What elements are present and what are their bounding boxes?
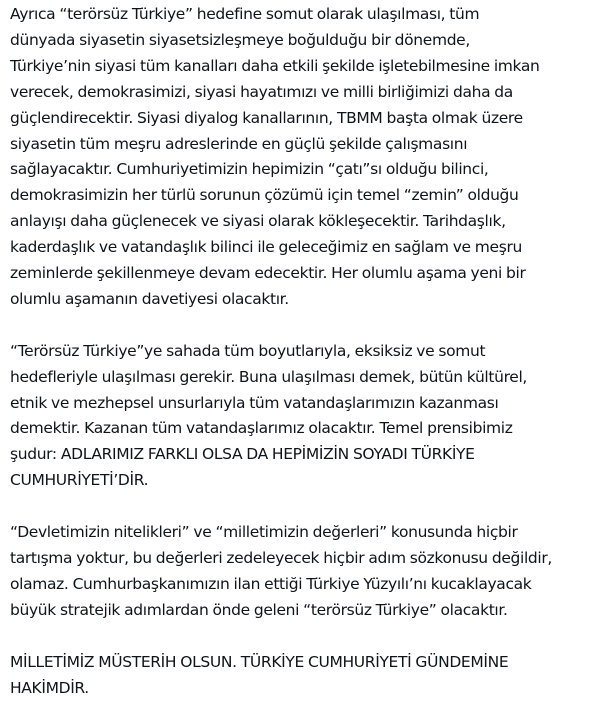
text-line: Türkiye’nin siyasi tüm kanalları daha etkili şekilde işletebilmesine imkan bbox=[10, 56, 540, 75]
text-line: tartışma yoktur, bu değerleri zedeleyecek hiçbir adım sözkonusu değildir, bbox=[10, 549, 552, 567]
text-line: “Devletimizin nitelikleri” ve “milletimizin değerleri” konusunda hiçbir bbox=[10, 523, 518, 542]
text-line: “Terörsüz Türkiye”ye sahada tüm boyutlarıyla, eksiksiz ve somut bbox=[10, 341, 486, 360]
post-paragraph-4 bbox=[10, 650, 610, 701]
post-paragraph-2 bbox=[10, 339, 610, 494]
text-line: demokrasimizin her türlü sorunun çözümü için temel “zemin” olduğu bbox=[10, 186, 519, 205]
text-line: kaderdaşlık ve vatandaşlık bilinci ile geleceğimiz en sağlam ve meşru bbox=[10, 238, 522, 257]
text-line: CUMHURİYETİ’DİR. bbox=[10, 471, 149, 490]
text-line: anlayışı daha güçlenecek ve siyasi olarak kökleşecektir. Tarihdaşlık, bbox=[10, 212, 506, 231]
text-line: MİLLETİMİZ MÜSTERİH OLSUN. TÜRKİYE CUMHURİYETİ GÜNDEMİNE bbox=[10, 652, 509, 671]
post-paragraph-1 bbox=[10, 2, 610, 313]
text-line: sağlayacaktır. Cumhuriyetimizin hepimizin “çatı”sı olduğu bilinci, bbox=[10, 160, 489, 179]
text-line: Ayrıca “terörsüz Türkiye” hedefine somut olarak ulaşılması, tüm bbox=[10, 5, 480, 23]
text-line: siyasetin tüm meşru adreslerinde en güçlü şekilde çalışmasını bbox=[10, 134, 468, 153]
text-line: HAKİMDİR. bbox=[10, 678, 89, 697]
text-line: olamaz. Cumhurbaşkanımızın ilan ettiği Türkiye Yüzyılı’nı kucaklayacak bbox=[10, 574, 532, 593]
text-line: güçlendirecektir. Siyasi diyalog kanallarının, TBMM başta olmak üzere bbox=[10, 108, 523, 127]
post-text bbox=[10, 2, 610, 701]
text-line: hedefleriyle ulaşılması gerekir. Buna ulaşılması demek, bütün kültürel, bbox=[10, 367, 527, 386]
text-line: zeminlerde şekillenmeye devam edecektir. Her olumlu aşama yeni bir bbox=[10, 264, 526, 283]
text-line: verecek, demokrasimizi, siyasi hayatımızı ve milli birliğimizi daha da bbox=[10, 82, 513, 101]
text-line: büyük stratejik adımlardan önde geleni “terörsüz Türkiye” olacaktır. bbox=[10, 600, 508, 619]
text-line: demektir. Kazanan tüm vatandaşlarımız olacaktır. Temel prensibimiz bbox=[10, 419, 513, 438]
text-line: şudur: ADLARIMIZ FARKLI OLSA DA HEPİMİZİN SOYADI TÜRKİYE bbox=[10, 445, 475, 464]
post-paragraph-3 bbox=[10, 520, 610, 624]
text-line: olumlu aşamanın davetiyesi olacaktır. bbox=[10, 289, 289, 308]
text-line: etnik ve mezhepsel unsurlarıyla tüm vatandaşlarımızın kazanması bbox=[10, 393, 499, 412]
text-line: dünyada siyasetin siyasetsizleşmeye boğulduğu bir dönemde, bbox=[10, 30, 470, 49]
